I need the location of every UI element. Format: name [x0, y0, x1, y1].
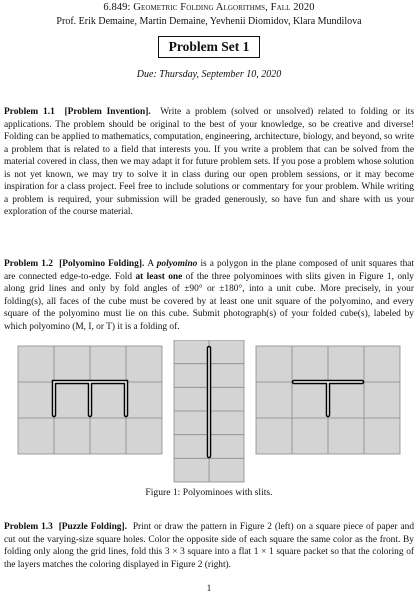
problem-1-2-text-c: of the three polyominoes with slits given in Figure 1, only along grid lines and only by fold angles of ±90° or ±180°, into a unit cube. More precisely, in your folding(s), all faces of the cube must be covered by at least one unit square of the polyomino, and every square of the polyomino must lie on this cube. Submit photograph(s) of your folded cube(s), labeled by which polyomino (M, I, or T) it is a folding of.	[4, 271, 414, 332]
polyomino-i	[174, 340, 244, 482]
problem-1-1	[4, 106, 414, 219]
instructors: Prof. Erik Demaine, Martin Demaine, Yevhenii Diomidov, Klara Mundilova	[56, 16, 362, 27]
polyomino-term: polyomino	[156, 259, 198, 269]
due-date: Due: Thursday, September 10, 2020	[136, 69, 282, 80]
problem-1-3-name: [Puzzle Folding].	[58, 522, 127, 532]
problem-1-3-label: Problem 1.3	[4, 522, 53, 532]
figure-1-polyominoes	[0, 340, 418, 485]
problem-set-title: Problem Set 1	[158, 36, 260, 58]
problem-1-2	[4, 258, 414, 333]
problem-1-3-text: Print or draw the pattern in Figure 2 (left) on a square piece of paper and cut out the varying-size square holes. Color the opposite side of each square the same color as the front. By folding only along the grid lines, fold this 3 × 3 square into a flat 1 × 1 square packet so that the coloring of the layers matches the coloring displayed in Figure 2 (right).	[4, 522, 415, 570]
figure-1-caption: Figure 1: Polyominoes with slits.	[145, 487, 273, 498]
course-number: 6.849:	[103, 2, 134, 13]
polyomino-m	[18, 346, 162, 454]
problem-1-2-text-a: A	[147, 259, 157, 269]
problem-1-1-label: Problem 1.1	[4, 107, 55, 117]
at-least-one-emphasis: at least one	[135, 271, 183, 282]
problem-1-2-name: [Polyomino Folding].	[59, 259, 145, 269]
course-title: Geometric Folding Algorithms, Fall 2020	[133, 2, 315, 13]
problem-1-1-text: Write a problem (solved or unsolved) related to folding or its applications. The problem should be original to the best of your knowledge, so be creative and diverse! Folding can be applied to mathematics, computation, engineering, architecture, biology, and beyond, so write a problem that is related to a field that interests you. If you write a problem that can be solved from the material covered in class, then we may adapt it for future problem sets. If you pose a problem whose solution is not yet known, we may try to solve it in class during our open problem sessions, or it may become inspiration for a class project. Feel free to include solutions or commentary for your problem. While writing a problem is required, your submission will be graded generously, so have fun and share with us your exploration of the course material.	[4, 107, 414, 217]
problem-1-3	[4, 521, 414, 571]
course-header	[0, 2, 418, 13]
page-number: 1	[206, 584, 212, 594]
problem-1-1-name: [Problem Invention].	[64, 107, 151, 117]
problem-1-2-label: Problem 1.2	[4, 259, 53, 269]
polyomino-t	[256, 346, 400, 454]
problem-1-2-text-b: is a polygon in the plane composed of unit squares that are connected edge-to-edge. Fold	[4, 259, 415, 282]
